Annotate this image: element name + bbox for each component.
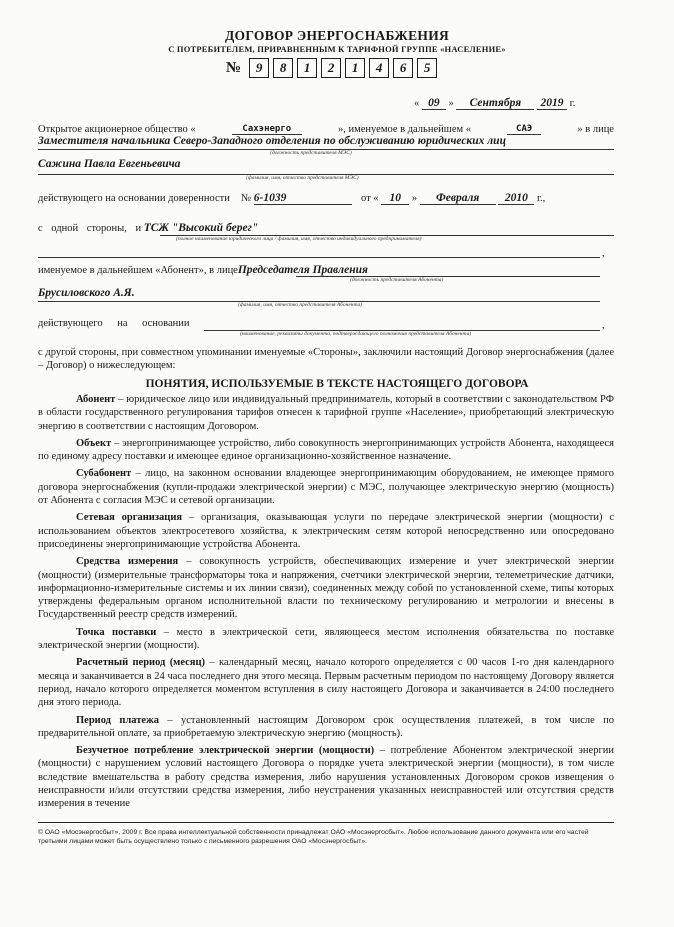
- definition-item: Абонент – юридическое лицо или индивидуальный предприниматель, который в соответствии с законодательством РФ в области государственного регулирования тарифов отнесен к тарифной группе «Население», приобретающий электрическую энергию в соответствии с настоящим Договором.: [38, 394, 614, 432]
- number-digit: 6: [393, 58, 413, 78]
- poa-number: 6-1039: [254, 192, 352, 205]
- org-short-name: Сахэнерго: [232, 124, 302, 135]
- org-abbreviation: САЭ: [507, 124, 541, 135]
- number-digit: 5: [417, 58, 437, 78]
- definition-item: Точка поставки – место в электрической сети, являющееся местом исполнения обязательства по поставке электрической энергии (мощности).: [38, 626, 614, 652]
- copyright-footer: © ОАО «Мосэнергосбыт», 2009 г. Все права интеллектуальной собственности принадлежат ОАО «Мосэнергосбыт». Любое использование данного документа или его частей третьими лицами может быть осуществлено только с письменного разрешения ОАО «Мосэнергосбыт».: [38, 829, 589, 845]
- number-digit: 1: [297, 58, 317, 78]
- footer-divider: [38, 822, 614, 823]
- document-title: ДОГОВОР ЭНЕРГОСНАБЖЕНИЯ: [224, 28, 450, 43]
- party1-name-caption: (фамилия, имя, отчество представителя МЭС): [246, 175, 359, 181]
- section-title: ПОНЯТИЯ, ИСПОЛЬЗУЕМЫЕ В ТЕКСТЕ НАСТОЯЩЕГО ДОГОВОРА: [145, 378, 529, 390]
- poa-day: 10: [381, 192, 409, 205]
- number-digit: 9: [249, 58, 269, 78]
- date-month: Сентября: [456, 97, 534, 110]
- document-subtitle: С ПОТРЕБИТЕЛЕМ, ПРИРАВНЕННЫМ К ТАРИФНОЙ ГРУППЕ «НАСЕЛЕНИЕ»: [168, 44, 506, 54]
- poa-month: Февраля: [420, 192, 496, 205]
- number-digit: 8: [273, 58, 293, 78]
- number-digit: 1: [345, 58, 365, 78]
- contract-number: [226, 58, 441, 78]
- definition-item: Субабонент – лицо, на законном основании владеющее энергопринимающим оборудованием, не имеющее прямого договора энергоснабжения (купли-продажи электрической энергии) с МЭС, получающее электрическую энергию (мощность) от Абонента с согласия МЭС и сетевой организации.: [38, 468, 614, 507]
- definition-item: Сетевая организация – организация, оказывающая услуги по передаче электрической энергии (мощности) с использованием объектов электросетевого хозяйства, к электрическим сетям которой непосредственно или опосредовано присоединены энергопринимающие устройства Абонента.: [38, 512, 614, 550]
- date-year: 2019: [537, 97, 567, 110]
- party1-intro-line: Открытое акционерное общество « Сахэнерго », именуемое в дальнейшем « САЭ » в лице: [38, 124, 614, 135]
- definitions-list: [38, 393, 614, 815]
- party1-basis-line: действующего на основании доверенности № 6-1039 от « 10 » Февраля 2010 г.,: [38, 192, 546, 204]
- definition-item: Объект – энергопринимающее устройство, либо совокупность энергопринимающих устройств Абонента, находящееся по единому адресу поставки и имеющее единое организационно-хозяйственное назначение.: [38, 437, 614, 463]
- abonent-position-caption: (должность представителя Абонента): [350, 277, 444, 283]
- party1-position: Заместителя начальника Северо-Западного отделения по обслуживанию юридических лиц: [38, 135, 506, 147]
- party2-intro-line: с одной стороны, и ТСЖ "Высокий берег": [38, 222, 259, 234]
- abonent-rep-name: Брусиловского А.Я.: [38, 287, 135, 299]
- abonent-basis-label: действующего на основании: [38, 318, 190, 329]
- abonent-rep-caption: (фамилия, имя, отчество представителя Абонента): [238, 302, 363, 308]
- abonent-name-caption: (полное наименование юридического лица / фамилия, имя, отчество индивидуального предпринимателя): [176, 236, 422, 242]
- abonent-name: ТСЖ "Высокий берег": [143, 222, 259, 234]
- number-digit: 4: [369, 58, 389, 78]
- intro-paragraph: с другой стороны, при совместном упоминании именуемые «Стороны», заключили настоящий Договор энергоснабжения (далее – Договор) о нижеследующем:: [38, 347, 614, 372]
- contract-date: « 09 » Сентября 2019 г.: [414, 97, 576, 109]
- number-digit: 2: [321, 58, 341, 78]
- party2-named-line: именуемое в дальнейшем «Абонент», в лицеПредседателя Правления: [38, 264, 368, 276]
- definition-item: Средства измерения – совокупность устройств, обеспечивающих измерение и учет электрической энергии (мощности) (измерительные трансформаторы тока и напряжения, счетчики электрической энергии, телеметрические датчики, информационно-измерительные системы и их линии связи), соединенных между собой по установленной схеме, типы которых утверждены федеральным органом исполнительной власти по техническому регулированию и метрологии и внесены в Государственный реестр средств измерений.: [38, 556, 614, 621]
- definition-item: Период платежа – установленный настоящим Договором срок осуществления платежей, в том числе по предварительной оплате, за приобретаемую электрическую энергию (мощность).: [38, 714, 615, 739]
- party1-rep-name: Сажина Павла Евгеньевича: [38, 158, 181, 170]
- definition-item: Безучетное потребление электрической энергии (мощности) – потребление Абонентом электрической энергии (мощности) с нарушением условий настоящего Договора о порядке учета электрической энергии (мощности), в том числе вследствие вмешательства в работу средства измерения, либо нарушения установленных Договором сроков извещения о неисправности и/или отсутствии средства измерения, либо неустранения указанных неисправностей или отсутствия средств измерения в течение: [38, 745, 615, 810]
- party1-position-caption: (должность представителя МЭС): [270, 150, 352, 156]
- number-label: №: [226, 59, 242, 76]
- abonent-basis-caption: (наименование, реквизиты документа, подтверждающего полномочия представителя Абонента): [240, 331, 472, 337]
- definition-item: Расчетный период (месяц) – календарный месяц, начало которого определяется с 00 часов 1-го дня календарного месяца и заканчивается в 24 часа последнего дня этого месяца. Первым расчетным периодом по настоящему Договору является период, начало которого определяется моментом вступления в силу настоящего Договора и заканчивается в 24:00 последнего дня этого периода.: [38, 657, 614, 709]
- abonent-rep-position: Председателя Правления: [237, 264, 368, 276]
- date-day: 09: [422, 97, 446, 110]
- poa-year: 2010: [498, 192, 534, 205]
